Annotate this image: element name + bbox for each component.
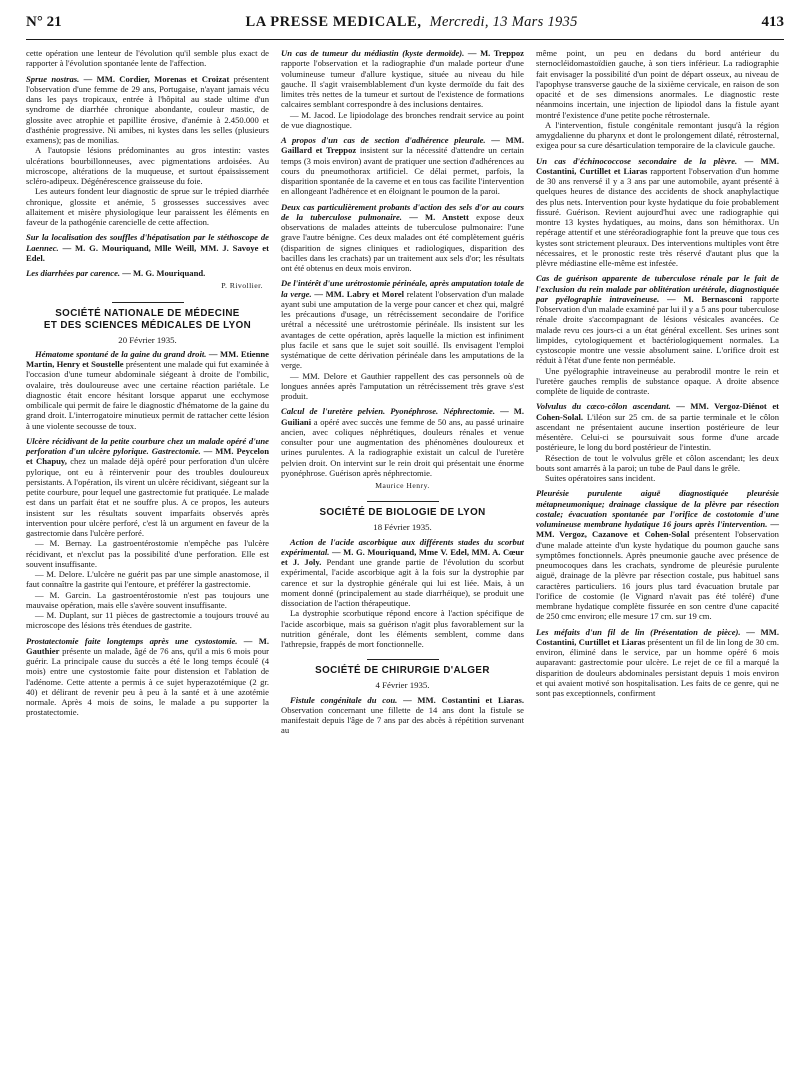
article-fil-de-lin — [536, 627, 779, 699]
article-title: Fistule congénitale du cou. — [290, 694, 398, 705]
article-ascorbique — [281, 537, 524, 609]
article-body: Pendant une grande partie de l'évolution du scorbut expérimental, l'acide ascorbique agit à la fois sur la dystrophie par carence et sur la dystrophie générale qui lui est liée. Mais, à un moment donné (principalement au stade diarrhéique), se produit une dissociation de l'action thérapeutique. — [281, 557, 524, 608]
article-authors: — M. Gauthier — [26, 635, 269, 656]
article-title: De l'intérêt d'une urétrostomie périnéale, après amputation totale de la verge. — [281, 278, 524, 299]
article-prostatectomie — [26, 636, 269, 718]
society-heading — [26, 308, 269, 332]
article-authors: — MM. Cordier, Morenas et Croizat — [83, 73, 230, 84]
society-heading: SOCIÉTÉ DE CHIRURGIE D'ALGER — [315, 665, 490, 677]
article-body: a opéré avec succès une femme de 50 ans, au passé urinaire ancien, avec coliques néphrétiques, douleurs rénales et venue consulter pour une augmentation des phénomènes douloureux et urines purulentes. A la radiographie existait un calcul de l'uretère pelvien droit. On intervint sur le rein droit qui présentait une énorme pyonéphrose. Guérison après néphrectomie. — [281, 416, 524, 478]
session-date: 20 Février 1935. — [118, 334, 177, 345]
article-authors: — M. G. Mouriquand, Mme V. Edel, MM. A. Cœur et J. Joly. — [281, 546, 524, 567]
article-body: rapportent l'observation d'un homme de 30 ans renversé il y a 3 ans par une automobile, ayant présenté à quelques heures de distance des accidents de shock anaphylactique des plus nets. Intervention pour kyste hydatique du foie probablement fissuré. Guérison. Revient aujourd'hui avec une radiographie qui montre 13 kystes hydatiques, au moins, dans son hémithorax. Un repérage attentif et une stéréoradiographie font la preuve que tous ces kystes sont strictement pleuraux. Des interventions multiples vont être nécessaires, et le pronostic reste très réservé d'autant plus que la plèvre médiastine elle-même est infestée. — [536, 165, 779, 268]
issue-date: Mercredi, 13 Mars 1935 — [429, 14, 578, 30]
article-body: présentent l'observation d'une malade atteinte d'un kyste hydatique du poumon gauche sans symptômes fonctionnels. Après pneumonie gauche avec présence de pneumocoques dans les crachats, syndrome de pleurésie purulente aiguë, drainage de la plèvre par résection costale, pus habituel sans caractères particuliers. 16 jours plus tard évacuation brutale par l'orifice de costomie (le Vignard n'avait pas été toléré) d'une membrane hydatique complète fissurée en son centre d'une capacité de 250 cmc environ; elle mesure 17 cm. sur 19 cm. — [536, 529, 779, 622]
article-authors: — MM. Vergoz, Cazanove et Cohen-Solal — [536, 519, 779, 540]
article-title: Pleurésie purulente aiguë diagnostiquée pleurésie métapneumonique; drainage classique de la plèvre par résection costale; évacuation spontanée par l'orifice de costotomie d'une volumineuse membrane hydatique 16 jours après l'intervention. — [536, 488, 779, 529]
article-authors: — MM. Vergoz-Diénot et Cohen-Solal. — [536, 401, 779, 422]
column-3 — [536, 48, 779, 736]
section-divider — [367, 659, 439, 660]
paragraph: Une pyélographie intraveineuse au perabrodil montre le rein et l'uretère gauches remplis de substance opaque. A droite absence complète de liquide de contraste. — [536, 365, 779, 396]
article-souffles — [26, 232, 269, 263]
section-divider — [367, 501, 439, 502]
discussion-comment: — M. Jacod. Le lipiodolage des bronches rendrait service au point de vue diagnostique. — [281, 109, 524, 130]
paragraph: A l'autopsie lésions prédominantes au gros intestin: vastes ulcérations bourbillonneuses, avec pigmentations ardoisées. Au microscope, altérations de la muqueuse, et surtout épaississement scléro-adipeux. Dégénérescence graisseuse du foie. — [26, 145, 269, 186]
article-title: Ulcère récidivant de la petite courbure chez un malade opéré d'une perforation d'un ulcère pylorique. Gastrectomie. — [26, 435, 269, 456]
article-sprue — [26, 74, 269, 146]
issue-number: N° 21 — [26, 14, 62, 30]
society-heading-line: SOCIÉTÉ NATIONALE DE MÉDECINE — [55, 307, 240, 319]
article-body: rapporte l'observation d'un malade examiné par lui il y a 5 ans pour tuberculose rénale droite s'accompagnant de lésions vésicales avancées. Ce malade revu ces jours-ci a un état général excellent. Ses urines sont limpides, cytologiquement et bactériologiquement normales. La cystoscopie montre une vessie absolument saine. L'orifice droit est réduit à l'état d'une fente non perméable. — [536, 293, 779, 366]
discussion-comment: — M. Delore. L'ulcère ne guérit pas par une simple anastomose, il faut connaître la gastrite qui l'entoure, et préférer la gastrectomie. — [26, 569, 269, 590]
article-authors: — MM. Etienne Martin, Henry et Soustelle — [26, 348, 269, 369]
page-number: 413 — [761, 14, 784, 30]
signature: P. Rivollier. — [221, 281, 263, 291]
article-fistule — [281, 695, 524, 736]
article-hematome — [26, 349, 269, 431]
article-body: L'iléon sur 25 cm. de sa partie terminale et le côlon ascendant ne présentaient aucune insertion postérieure de leur mésentère. Celui-ci se poursuivait sous forme d'une arcade postérieure, le long du bord postérieur de l'intestin. — [536, 411, 779, 453]
paragraph: La dystrophie scorbutique répond encore à l'action spécifique de l'acide ascorbique, mais sa guérison n'agit plus favorablement sur la nutrition générale, dont les éléments semblent, comme dans l'athrepsie, frappés de mort fonctionnelle. — [281, 608, 524, 649]
article-body: relatent l'observation d'un malade ayant subi une amputation de la verge pour cancer et chez qui, malgré les précautions d'usage, un rétrécissement secondaire de l'orifice urétral a nécessité une urétrostomie périnéale. Ils insistent sur les avantages de cette opération, après laquelle la miction est infiniment plus facile et sans que le sujet soit souillé. Ils envisagent l'emploi systématique de cette dérivation périnéale dans les amputations de la verge. — [281, 288, 524, 371]
article-uretere — [281, 406, 524, 478]
article-body: chez un malade déjà opéré pour perforation d'un ulcère pylorique, ont eu à réintervenir pour des troubles douloureux persistants. A l'opération, ils virent un ulcère récidivant, siégeant sur la petite courbure, pour lequel une gastrectomie fut pratiquée. Le malade est dans un parfait état et ne souffre plus. A ce propos, les auteurs insistent sur les résultats souvent imparfaits observés après intervention pour ulcère perforé, c'est là un argument en faveur de la gastrectomie dans l'ulcère perforé. — [26, 456, 269, 538]
journal-name: LA PRESSE MEDICALE, — [245, 14, 422, 30]
article-body: insistent sur la nécessité d'attendre un certain temps (3 mois environ) avant de pratiquer une section d'adhérences au cours du pneumothorax artificiel. Ce délai permet, parfois, la disparition spontanée de la caverne et en tous cas facilite l'intervention en allongeant l'adhérence et en éloignant le poumon de la paroi. — [281, 145, 524, 197]
article-authors: — M. Guiliani — [281, 406, 524, 427]
paragraph: cette opération une lenteur de l'évolution qu'il semble plus exact de rapporter à l'évolution spontanée lente de l'affection. — [26, 48, 269, 69]
header-title — [245, 14, 577, 31]
society-heading: SOCIÉTÉ DE BIOLOGIE DE LYON — [319, 507, 486, 519]
article-body: présentent une malade qui fut examinée à l'occasion d'une tumeur abdominale siégeant à droite de l'ombilic, ovalaire, très douloureuse avec une certaine réaction pariétale. Le diagnostic était encore hésitant lorsque apparut une ecchymose ombilicale qui permit de faire le diagnostic d'hématome de la gaine du grand droit. L'interrogatoire minutieux permit de rattacher cette lésion à une violente secousse de toux. — [26, 359, 269, 431]
article-diarrhees — [26, 268, 269, 278]
article-authors: — MM. Gaillard et Treppoz — [281, 135, 524, 156]
article-title: Calcul de l'uretère pelvien. Pyonéphrose. Néphrectomie. — [281, 406, 496, 417]
article-title: Prostatectomie faite longtemps après une cystostomie. — [26, 635, 238, 646]
article-authors: — M. Bernasconi — [667, 293, 743, 304]
article-title: Les diarrhées par carence. — [26, 268, 121, 278]
article-mediastin — [281, 48, 524, 110]
article-authors: — MM. Peycelon et Chapuy, — [26, 446, 269, 467]
discussion-comment: — M. Garcin. La gastroentérostomie n'est pas toujours une mauvaise opération, mais elle s'avère souvent insuffisante. — [26, 589, 269, 610]
article-sels-or — [281, 202, 524, 274]
article-authors: — MM. Costantini et Liaras. — [403, 694, 524, 705]
paragraph: même point, un peu en dedans du bord antérieur du sternocléidomastoïdien gauche, à son tiers inférieur. La radiographie fait envisager la possibilité d'un point de départ osseux, au niveau de l'apophyse transverse gauche de la sixième cervicale, en raison de son opacité et de ses dimensions anormales. Le diagnostic reste néanmoins incertain, une injection de lipiodol dans la fistule ayant montré l'existence d'une petite poche rétrosternale. — [536, 48, 779, 120]
article-uretrostomie — [281, 278, 524, 370]
article-authors: — M. Anstett — [409, 211, 469, 222]
article-authors: — MM. Costantini, Curtillet et Liaras — [536, 626, 779, 647]
column-2 — [281, 48, 524, 736]
article-title: A propos d'un cas de section d'adhérence pleurale. — [281, 135, 486, 145]
article-authors: — MM. Labry et Morel — [314, 288, 405, 299]
article-title: Action de l'acide ascorbique aux différents stades du scorbut expérimental. — [281, 536, 524, 557]
article-tuberculose-renale — [536, 273, 779, 365]
article-title: Un cas de tumeur du médiastin (kyste dermoïde). — [281, 48, 465, 58]
article-title: Les méfaits d'un fil de lin (Présentation de pièce). — [536, 626, 741, 637]
article-adherence — [281, 135, 524, 197]
paragraph: Les auteurs fondent leur diagnostic de sprue sur le trépied diarrhée chronique, glossite et anémie, 5 grossesses successives avec allaitement et misère physiologique leur paraissent les éléments en faveur de la pathogénie carencielle de cette affection. — [26, 186, 269, 227]
paragraph: Suites opératoires sans incident. — [545, 473, 656, 483]
discussion-comment: — M. Bernay. La gastroentérostomie n'empêche pas l'ulcère récidivant, et n'exclut pas la possibilité d'une perforation. Elle est souvent insuffisante. — [26, 538, 269, 569]
article-body: présente un malade, âgé de 76 ans, qu'il a mis 6 mois pour guérir. La principale cause du succès a été le long temps écoulé (4 mois) entre une cystostomie faite pour distension et l'ablation de l'adénome. Cette attente a permis à ce sujet hyperazotémique (2 gr. 40) et délirant de revenir peu à peu à la santé et à une azotémie normale. Après 4 mois de soins, le malade a pu supporter la prostatectomie. — [26, 645, 269, 718]
article-title: Sprue nostras. — [26, 73, 80, 84]
paragraph: A l'intervention, fistule congénitale remontant jusqu'à la région amygdalienne du pharynx et dont le prolongement dilaté, rétrosternal, exigea pour sa cure désarticulation temporaire de la clavicule gauche. — [536, 119, 779, 151]
article-authors: — M. Treppoz — [467, 48, 524, 58]
session-date: 18 Février 1935. — [373, 522, 432, 533]
article-body: expose deux observations de malades atteints de tuberculose pulmonaire: l'une grave l'autre bénigne. Ces deux malades ont été complètement guéris (disparition de signes cliniques et radiologiques, disparition des bacilles dans les crachats) par un traitement aux sels d'or; les résultats ont été obtenus en deux mois environ. — [281, 211, 524, 273]
article-body: présentent un fil de lin long de 30 cm. environ, éliminé dans le service, par un homme opéré 6 mois auparavant: gastrectomie pour ulcère. Le rejet de ce fil a marqué la disparition de douleurs abdominales persistant depuis 1 mois environ et qui avaient motivé son hospitalisation. Les faits de ce genre, qui ne sont pas exceptionnels, confirment — [536, 636, 779, 698]
article-volvulus — [536, 401, 779, 452]
article-title: Cas de guérison apparente de tuberculose rénale par le fait de l'exclusion du rein malade par oblitération urétérale, diagnostiquée par pyélographie intraveineuse. — [536, 273, 779, 304]
article-body: présentent l'observation d'une femme de 29 ans, Portugaise, n'ayant jamais vécu dans les pays tropicaux, entrée à l'hôpital au stade ultime d'un syndrome de diarrhée chronique abondante, couleur mastic, de glossite avec atrophie et papillite érosive, d'anémie à 2.450.000 et d'asthénie progressive. Ni amibes, ni kystes dans les selles (plusieurs examens); pas de monilias. — [26, 73, 269, 145]
society-heading-line: ET DES SCIENCES MÉDICALES DE LYON — [43, 319, 252, 331]
article-body: rapporte l'observation et la radiographie d'un malade porteur d'une volumineuse tumeur d'allure kystique, située au niveau du hile gauche. Il s'agit vraisemblablement d'un kyste dermoïde du fait des limites très nettes de la tumeur et surtout de l'existence de formations calcaires semblant correspondre à des inclusions dentaires. — [281, 58, 524, 110]
paragraph: Résection de tout le volvulus grêle et côlon ascendant; les deux bouts sont amarrés à la paroi; un tube de Paul dans le grêle. — [536, 452, 779, 473]
discussion-comment: — M. Duplant, sur 11 pièces de gastrectomie a toujours trouvé au microscope des lésions très étendues de gastrite. — [26, 610, 269, 631]
discussion-comment: — MM. Delore et Gauthier rappellent des cas personnels où de longues années après l'amputation un rétrécissement très grave s'est produit. — [281, 370, 524, 401]
article-title: Un cas d'échinococcose secondaire de la plèvre. — [536, 155, 738, 166]
column-1 — [26, 48, 269, 736]
article-title: Sur la localisation des souffles d'hépatisation par le stéthoscope de Laennec. — [26, 232, 269, 253]
article-title: Hématome spontané de la gaine du grand droit. — [35, 348, 207, 359]
article-authors: — MM. Costantini, Curtillet et Liaras — [536, 155, 779, 176]
article-body: Observation concernant une fillette de 14 ans dont la fistule se manifestait depuis l'âge de 7 ans par des abcès à répétition survenant au — [281, 704, 524, 736]
article-title: Volvulus du cæco-côlon ascendant. — [536, 401, 671, 412]
section-divider — [112, 302, 184, 303]
session-date: 4 Février 1935. — [375, 680, 430, 691]
article-authors: — M. G. Mouriquand, Mlle Weill, MM. J. Savoye et Edel. — [26, 242, 269, 263]
article-echinococcose — [536, 156, 779, 269]
text-columns — [26, 48, 784, 736]
article-authors: — M. G. Mouriquand. — [122, 268, 206, 278]
running-header — [26, 14, 784, 40]
article-ulcere — [26, 436, 269, 539]
signature: Maurice Henry. — [375, 481, 430, 490]
article-pleuresie — [536, 488, 779, 621]
article-title: Deux cas particulièrement probants d'action des sels d'or au cours de la tuberculose pulmonaire. — [281, 201, 524, 222]
